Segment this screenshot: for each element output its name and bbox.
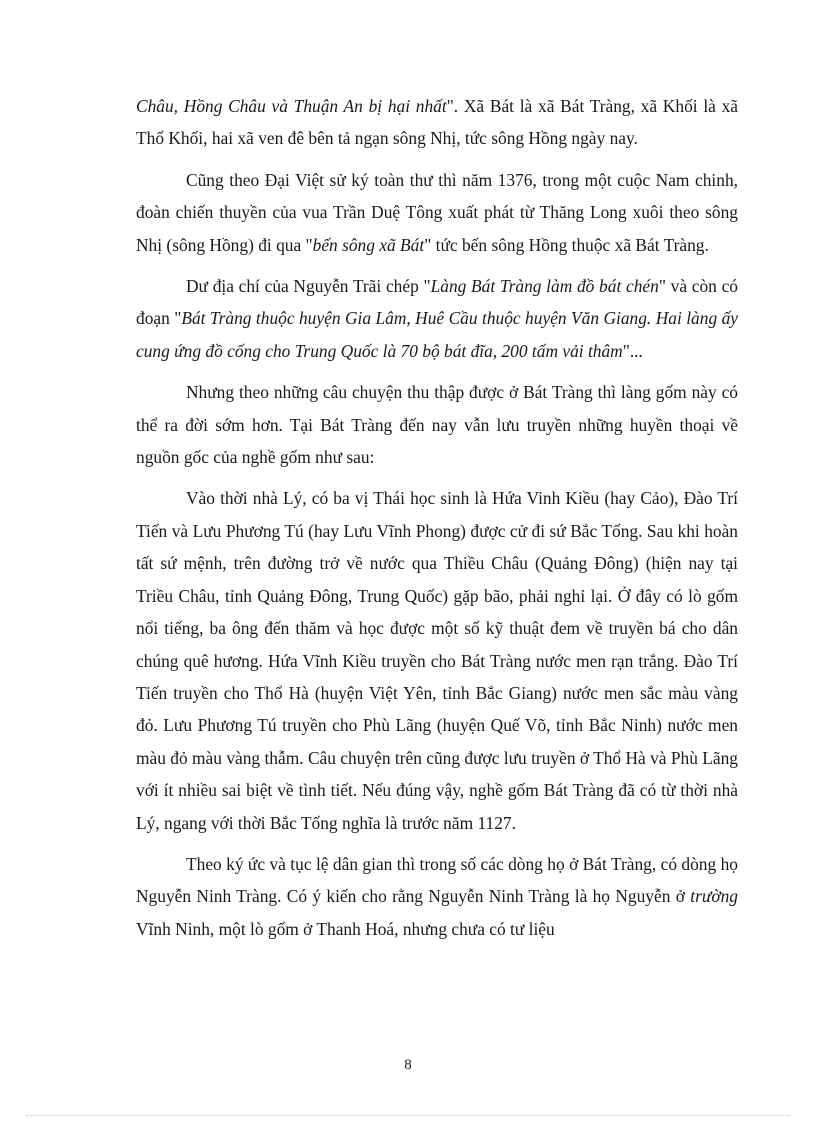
italic-text-run: bến sông xã Bát [312,234,425,255]
paragraph [136,848,738,945]
body-text [136,90,738,954]
italic-text-run: trường [690,886,738,907]
italic-text-run: Châu, Hồng Châu và Thuận An bị hại nhất [136,96,447,116]
page-number: 8 [404,1057,412,1073]
text-run: Cũng theo Đại Việt sử ký toàn thư thì năm 1376, trong một cuộc Nam chinh, đoàn chiến thuyền của vua Trần Duệ Tông xuất phát từ Thăng Long xuôi theo sông Nhị (sông Hồng) đi qua " [136,169,738,255]
paragraph [136,90,738,155]
text-run: Nhưng theo những câu chuyện thu thập được ở Bát Tràng thì làng gốm này có thể ra đời sớm hơn. Tại Bát Tràng đến nay vẫn lưu truyền những huyền thoại về nguồn gốc của nghề gốm như sau: [136,382,738,468]
text-run: Dư địa chí của Nguyễn Trãi chép " [186,276,431,297]
paragraph [136,270,738,367]
text-run: ". Xã Bát là xã Bát Tràng, xã Khối là xã Thổ Khối, hai xã ven đê bên tả ngạn sông Nhị, tức sông Hồng ngày nay. [136,96,738,149]
paragraph [136,482,738,838]
paragraph [136,164,738,261]
footer-divider [26,1115,790,1116]
text-run: Vĩnh Ninh, một lò gốm ở Thanh Hoá, nhưng chưa có tư liệu [136,918,555,939]
text-run: " tức bến sông Hồng thuộc xã Bát Tràng. [424,234,709,255]
text-run: Vào thời nhà Lý, có ba vị Thái học sinh là Hứa Vinh Kiều (hay Cảo), Đào Trí Tiến và Lưu Phương Tú (hay Lưu Vĩnh Phong) được cử đi sứ Bắc Tống. Sau khi hoàn tất sứ mệnh, trên đường trở về nước qua Thiều Châu (Quảng Đông) (hiện nay tại Triều Châu, tỉnh Quảng Đông, Trung Quốc) gặp bão, phải nghỉ lại. Ở đây có lò gốm nổi tiếng, ba ông đến thăm và học được một số kỹ thuật đem về truyền bá cho dân chúng quê hương. Hứa Vĩnh Kiều truyền cho Bát Tràng nước men rạn trắng. Đào Trí Tiến truyền cho Thổ Hà (huyện Việt Yên, tỉnh Bắc Giang) nước men sắc màu vàng đỏ. Lưu Phương Tú truyền cho Phù Lãng (huyện Quế Võ, tỉnh Bắc Ninh) nước men màu đỏ màu vàng thẫm. Câu chuyện trên cũng được lưu truyền ở Thổ Hà và Phù Lãng với ít nhiều sai biệt về tình tiết. Nếu đúng vậy, nghề gốm Bát Tràng đã có từ thời nhà Lý, ngang với thời Bắc Tống nghĩa là trước năm 1127. [136,488,738,833]
text-run: " và còn có đoạn " [136,276,738,329]
text-run: Theo ký ức và tục lệ dân gian thì trong số các dòng họ ở Bát Tràng, có dòng họ Nguyễn Ninh Tràng. Có ý kiến cho rằng Nguyễn Ninh Tràng là họ Nguyễn ở [136,853,738,907]
italic-text-run: Bát Tràng thuộc huyện Gia Lâm, Huê Cầu thuộc huyện Văn Giang. Hai làng ấy cung ứng đồ cống cho Trung Quốc là 70 bộ bát đĩa, 200 tấm vải thâm [136,308,738,361]
italic-text-run: Làng Bát Tràng làm đồ bát chén [430,276,659,297]
paragraph [136,376,738,473]
text-run: "... [622,340,643,361]
